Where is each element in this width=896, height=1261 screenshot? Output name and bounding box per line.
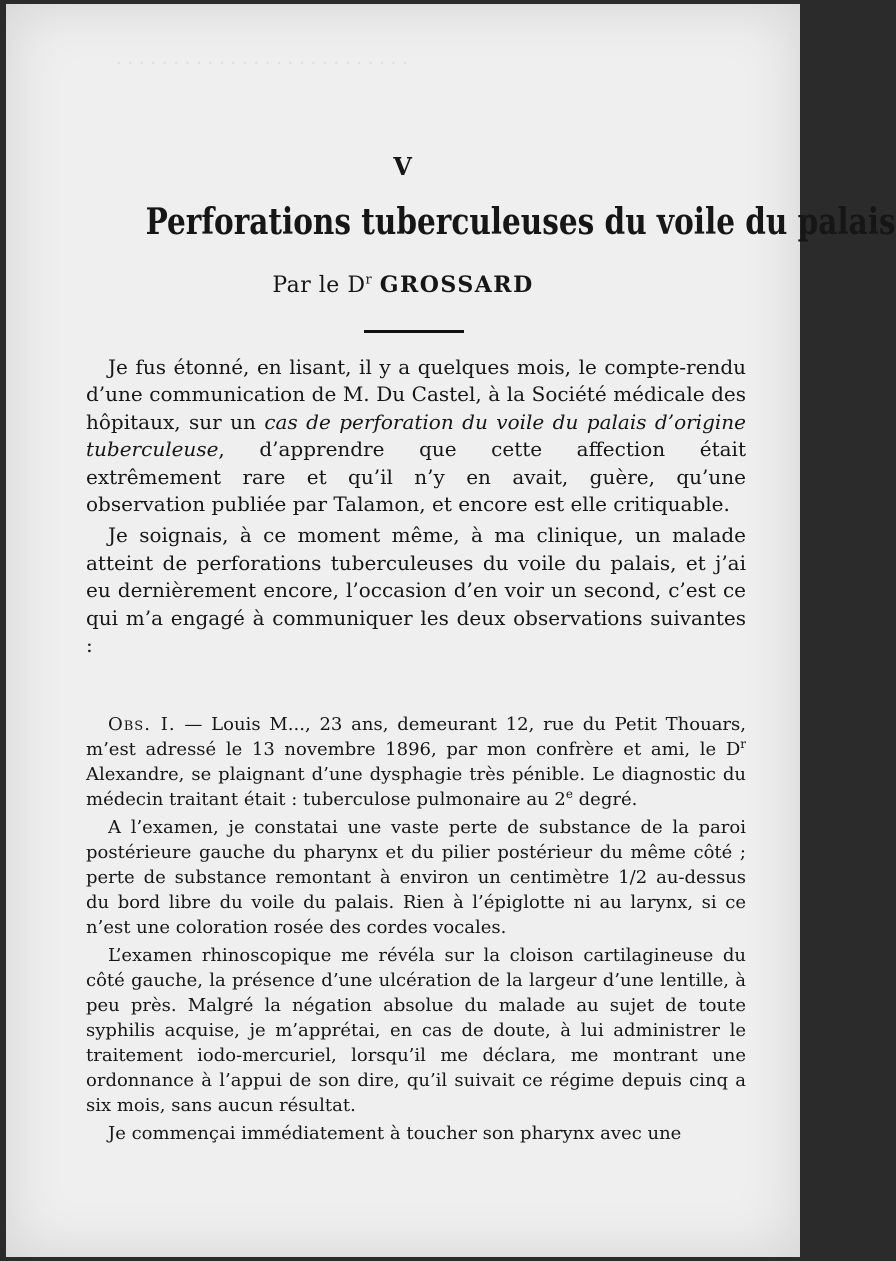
observation-3: L’examen rhinoscopique me révéla sur la cloison cartilagineuse du côté gauche, la présence d’une ulcération de la largeur d’une lentille, à peu près. Malgré la négation absolue du malade au sujet de toute syphilis acquise, je m’apprétai, en cas de doute, à lui administrer le traitement iodo-mercuriel, lorsqu’il me déclara, me montrant une ordonnance à l’appui de son dire, qu’il suivait ce régime depuis cinq a six mois, sans aucun résultat. [86, 945, 746, 1116]
book-page [6, 4, 896, 1257]
observation-4: Je commençai immédiatement à toucher son pharynx avec une [108, 1123, 682, 1144]
body-text [86, 354, 746, 659]
section-number: V [393, 152, 413, 181]
observation-2: A l’examen, je constatai une vaste perte de substance de la paroi postérieure gauche du pharynx et du pilier postérieur du même côté ; perte de substance remontant à environ un centimètre 1/2 au-dessus du bord libre du voile du palais. Rien à l’épiglotte ni au larynx, si ce n’est une coloration rosée des cordes vocales. [86, 817, 746, 938]
bleed-through-text: · · · · · · · · · · · · · · · · · · · · · · · · · · [116, 53, 408, 74]
observation-text [86, 712, 746, 1146]
byline [6, 272, 800, 298]
paragraph-1: Je fus étonné, en lisant, il y a quelques mois, le compte-rendu d’une communication de M. Du Castel, à la Société médicale des hôpitaux, sur un cas de perforation du voile du palais d’origine tuberculeuse, d’apprendre que cette affection était extrêmement rare et qu’il n’y en avait, guère, qu’une observation publiée par Talamon, et encore est elle critiquable. [86, 355, 746, 517]
paragraph-2: Je soignais, à ce moment même, à ma clinique, un malade atteint de perforations tuberculeuses du voile du palais, et j’ai eu dernièrement encore, l’occasion d’en voir un second, c’est ce qui m’a engagé à communiquer les deux observations suivantes : [86, 523, 746, 658]
byline-title: $D^r$ [347, 272, 373, 298]
title-divider [364, 330, 464, 333]
author-name: GROSSARD [379, 272, 534, 298]
article-title: Perforations tuberculeuses du voile du palais [145, 201, 896, 243]
observation-1: Obs. I. — Louis M..., 23 ans, demeurant 12, rue du Petit Thouars, m’est adressé le 13 novembre 1896, par mon confrère et ami, le $D^r$ Alexandre, se plaignant d’une dysphagie très pénible. Le diagnostic du médecin traitant était : tuberculose pulmonaire au 2e degré. [86, 714, 746, 810]
byline-prefix: Par le [272, 273, 340, 298]
